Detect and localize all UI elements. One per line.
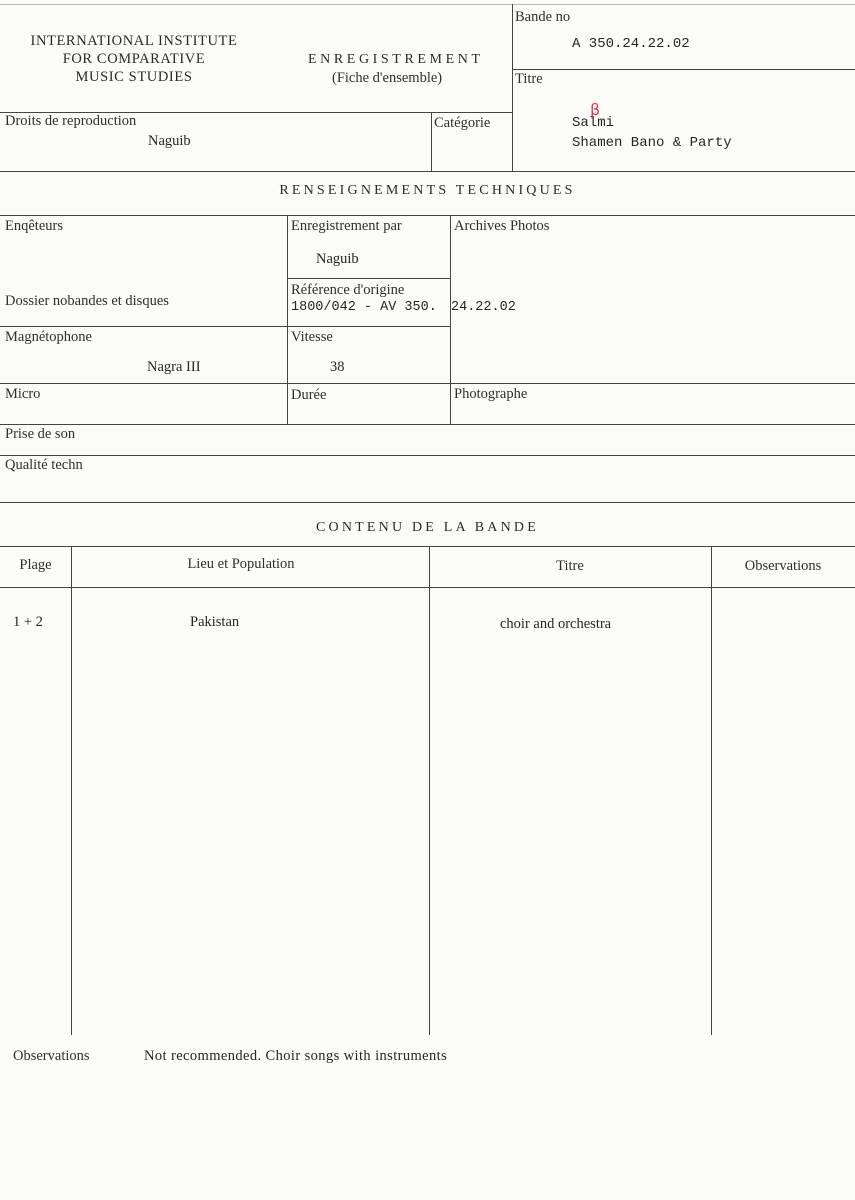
droits-label: Droits de reproduction [5, 113, 137, 129]
table-header-observations: Observations [744, 558, 822, 574]
qualite-label: Qualité techn [5, 457, 83, 473]
rule [0, 215, 855, 216]
magnetophone-label: Magnétophone [5, 329, 92, 345]
reference-value-cont: 24.22.02 [451, 300, 516, 315]
row-titre: choir and orchestra [500, 616, 612, 632]
rule [0, 455, 855, 456]
titre-line2: Shamen Bano & Party [572, 135, 732, 151]
observations-label: Observations [13, 1048, 90, 1064]
rule [0, 4, 855, 5]
enqueteurs-label: Enqêteurs [5, 218, 63, 234]
row-plage: 1 + 2 [13, 614, 43, 630]
categorie-label: Catégorie [434, 115, 491, 131]
rule [429, 546, 430, 1035]
rule [0, 326, 450, 327]
table-header-lieu: Lieu et Population [187, 556, 295, 572]
reference-label: Référence d'origine [291, 282, 405, 298]
rule [431, 112, 432, 171]
duree-label: Durée [291, 387, 327, 403]
vitesse-label: Vitesse [291, 329, 333, 345]
row-lieu: Pakistan [190, 614, 240, 630]
reference-value: 1800/042 - AV 350. [291, 300, 437, 315]
rule [0, 171, 855, 172]
content-section-title: CONTENU DE LA BANDE [316, 520, 539, 535]
titre-label: Titre [515, 71, 543, 87]
enregistrement-value: Naguib [316, 251, 359, 267]
enregistrement-label: Enregistrement par [291, 218, 402, 234]
rule [0, 502, 855, 503]
form-subtitle: (Fiche d'ensemble) [332, 70, 443, 86]
form-title: ENREGISTREMENT [308, 52, 484, 67]
rule [711, 546, 712, 1035]
rule [0, 587, 855, 588]
prise-label: Prise de son [5, 426, 76, 442]
dossier-label: Dossier nobandes et disques [5, 293, 169, 309]
micro-label: Micro [5, 386, 41, 402]
archives-label: Archives Photos [454, 218, 550, 234]
rule [0, 383, 855, 384]
table-header-plage: Plage [19, 557, 52, 573]
tech-section-title: RENSEIGNEMENTS TECHNIQUES [279, 183, 576, 198]
institute-name-line3: MUSIC STUDIES [75, 69, 193, 85]
observations-value: Not recommended. Choir songs with instruments [144, 1048, 448, 1064]
rule [0, 546, 855, 547]
rule [71, 546, 72, 1035]
rule [0, 424, 855, 425]
institute-name-line2: FOR COMPARATIVE [62, 51, 206, 67]
rule [512, 69, 855, 70]
institute-name-line1: INTERNATIONAL INSTITUTE [30, 33, 238, 49]
photographe-label: Photographe [454, 386, 528, 402]
rule [287, 215, 288, 424]
vitesse-value: 38 [330, 359, 345, 375]
droits-value: Naguib [148, 133, 191, 149]
bande-label: Bande no [515, 9, 571, 25]
rule [512, 4, 513, 171]
table-header-titre: Titre [556, 558, 584, 574]
titre-line1: Salmi [572, 115, 615, 131]
correction-mark-icon: β [590, 100, 601, 119]
bande-value: A 350.24.22.02 [572, 36, 690, 52]
rule [450, 215, 451, 424]
magnetophone-value: Nagra III [147, 359, 201, 375]
rule [287, 278, 450, 279]
